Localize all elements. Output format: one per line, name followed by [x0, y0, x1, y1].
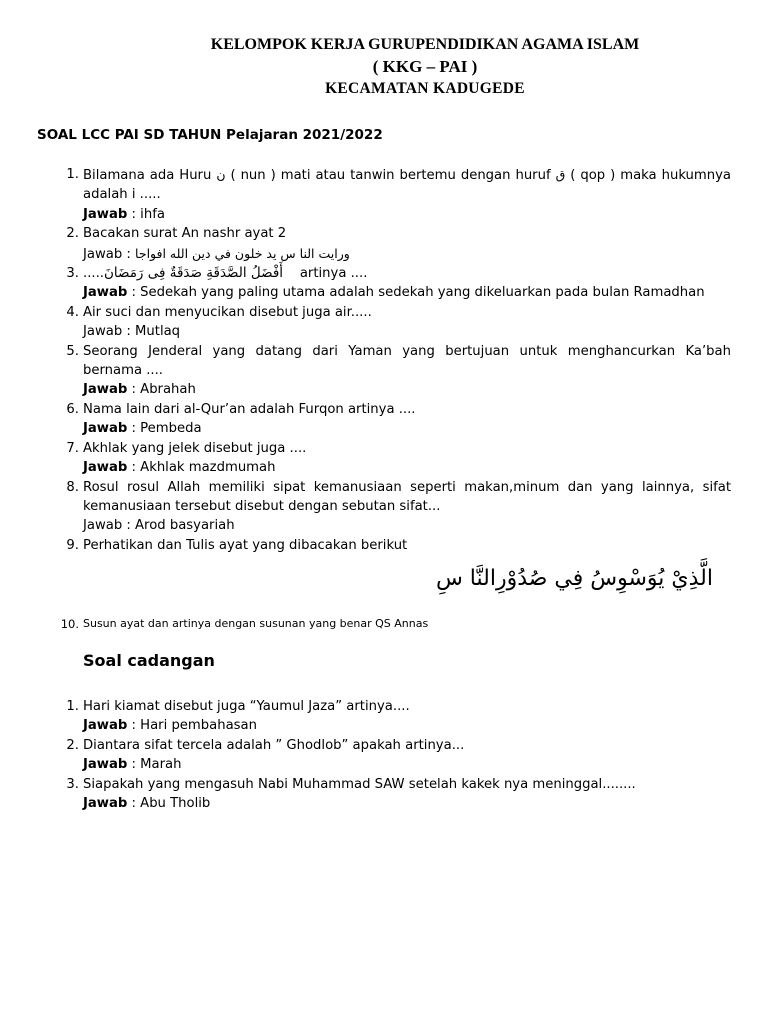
question-text: Akhlak yang jelek disebut juga ....	[83, 440, 307, 456]
question-text: Air suci dan menyucikan disebut juga air.....	[83, 304, 372, 320]
question-text: Diantara sifat tercela adalah ” Ghodlob” apakah artinya...	[83, 737, 465, 753]
question-number: 2.	[66, 737, 79, 753]
answer-text: Jawab : Abrahah	[83, 382, 196, 398]
question-item	[37, 536, 731, 555]
question-text: Hari kiamat disebut juga “Yaumul Jaza” artinya....	[83, 699, 410, 714]
question-item	[37, 697, 731, 736]
question-number: 5.	[66, 343, 79, 359]
question-number: 8.	[66, 479, 79, 495]
question-text: Nama lain dari al-Qur’an adalah Furqon artinya ....	[83, 401, 416, 417]
question-text: .....أَفْضَلُ الصَّدَقَةِ صَدَقَةٌ فِى رَمَضَانَ artinya ....	[83, 265, 368, 282]
answer-text: Jawab : Akhlak mazdmumah	[83, 460, 276, 476]
question-item	[37, 303, 731, 342]
question-item	[37, 224, 731, 264]
section-title: SOAL LCC PAI SD TAHUN Pelajaran 2021/2022	[37, 127, 383, 143]
answer-text: Jawab : ورايت النا س يد خلون في دين الله افواجا	[83, 245, 350, 262]
question-text: Bacakan surat An nashr ayat 2	[83, 226, 287, 242]
answer-text: Jawab : Abu Tholib	[83, 796, 211, 812]
answer-text: Jawab : Mutlaq	[83, 324, 181, 340]
question-number: 3.	[66, 266, 79, 282]
question-number: 3.	[66, 776, 79, 792]
question-text: Seorang Jenderal yang datang dari Yaman yang bertujuan untuk menghancurkan Ka’bah bernama ....	[83, 343, 731, 379]
reserve-question-list	[37, 697, 731, 813]
question-item	[37, 165, 731, 224]
question-number: 6.	[66, 401, 79, 417]
question-number: 1.	[66, 167, 79, 182]
question-text: Rosul rosul Allah memiliki sipat kemanusiaan seperti makan,minum dan yang lainnya, sifat kemanusiaan tersebut disebut dengan sebutan sifat...	[83, 479, 731, 514]
question-number: 4.	[66, 304, 79, 320]
header-organization: KELOMPOK KERJA GURUPENDIDIKAN AGAMA ISLAM	[210, 36, 640, 53]
question-item	[37, 775, 731, 814]
answer-text: Jawab : Pembeda	[83, 421, 202, 437]
question-text: Perhatikan dan Tulis ayat yang dibacakan berikut	[83, 537, 408, 553]
question-text: Susun ayat dan artinya dengan susunan yang benar QS Annas	[83, 617, 429, 630]
answer-text: Jawab : Marah	[83, 757, 182, 773]
question-item	[37, 736, 731, 775]
question-item	[37, 439, 731, 478]
answer-text: Jawab : Hari pembahasan	[83, 718, 257, 734]
question-item	[37, 400, 731, 439]
ayat-arabic-text: الَّذِيْ يُوَسْوِسُ فِي صُدُوْرِالنَّا سِ	[435, 566, 713, 591]
question-number: 7.	[66, 440, 79, 456]
question-number: 10.	[60, 617, 79, 631]
question-text: Siapakah yang mengasuh Nabi Muhammad SAW setelah kakek nya meninggal........	[83, 776, 636, 792]
header-district: KECAMATAN KADUGEDE	[325, 80, 525, 97]
question-item	[37, 264, 731, 303]
question-number: 1.	[66, 699, 79, 714]
header-abbreviation: ( KKG – PAI )	[372, 57, 478, 76]
question-text: Bilamana ada Huru ن ( nun ) mati atau tanwin bertemu dengan huruf ق ( qop ) maka hukumnya adalah i .....	[83, 167, 731, 203]
question-item	[37, 342, 731, 400]
reserve-questions-title: Soal cadangan	[83, 651, 215, 670]
question-number: 9.	[66, 537, 79, 553]
answer-text: Jawab : ihfa	[83, 206, 165, 222]
question-item	[37, 478, 731, 536]
question-item	[37, 617, 768, 630]
answer-text: Jawab : Arod basyariah	[83, 518, 235, 534]
answer-text: Jawab : Sedekah yang paling utama adalah sedekah yang dikeluarkan pada bulan Ramadhan	[83, 285, 705, 301]
question-number: 2.	[66, 226, 79, 242]
question-list	[37, 165, 731, 555]
